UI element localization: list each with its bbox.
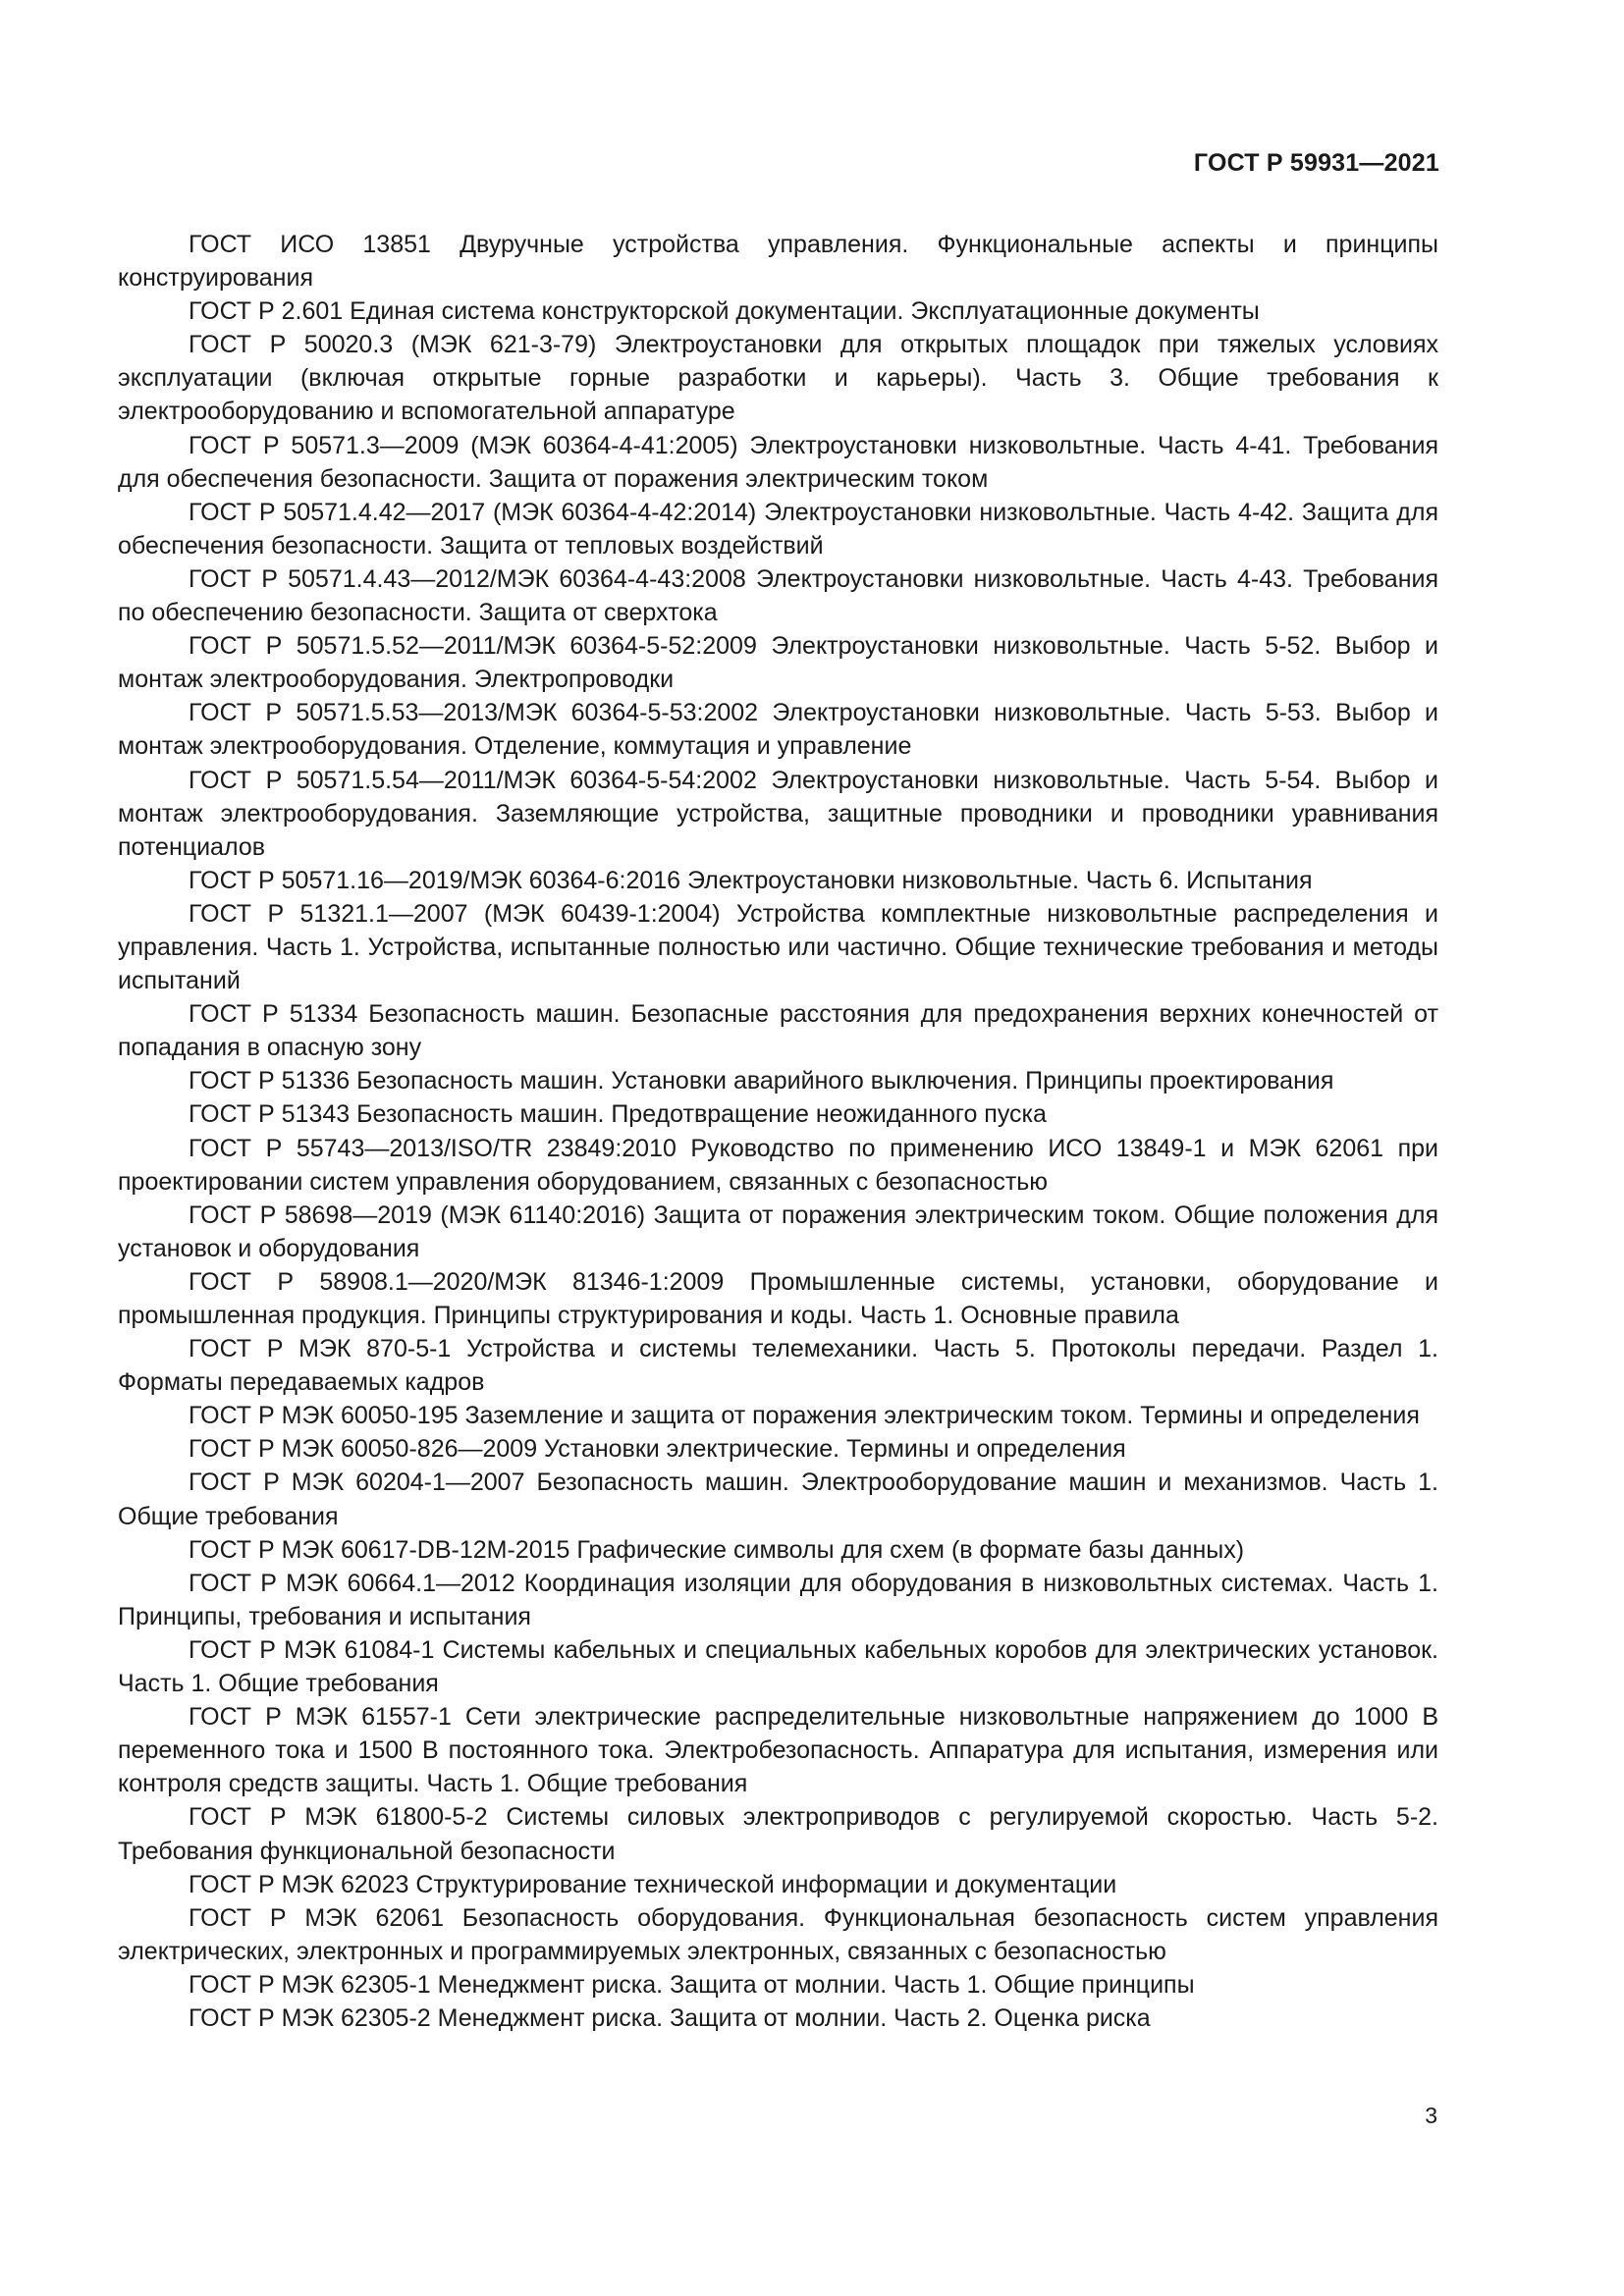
reference-entry: ГОСТ Р 50020.3 (МЭК 621-3-79) Электроустановки для открытых площадок при тяжелых условиях эксплуатации (включая открытые горные разработки и карьеры). Часть 3. Общие требования к электрооборудованию и вспомогательной аппаратуре (118, 331, 1438, 426)
reference-entry: ГОСТ ИСО 13851 Двуручные устройства управления. Функциональные аспекты и принципы конструирования (118, 231, 1438, 293)
reference-entry: ГОСТ Р 50571.4.42—2017 (МЭК 60364-4-42:2014) Электроустановки низковольтные. Часть 4-42. Защита для обеспечения безопасности. Защита от тепловых воздействий (118, 498, 1438, 560)
reference-entry: ГОСТ Р 50571.5.53—2013/МЭК 60364-5-53:2002 Электроустановки низковольтные. Часть 5-53. Выбор и монтаж электрооборудования. Отделение, коммутация и управление (118, 699, 1438, 761)
reference-entry: ГОСТ Р 50571.16—2019/МЭК 60364-6:2016 Электроустановки низковольтные. Часть 6. Испытания (189, 866, 1313, 894)
reference-entry: ГОСТ Р МЭК 61084-1 Системы кабельных и специальных кабельных коробов для электрических установок. Часть 1. Общие требования (118, 1635, 1438, 1698)
reference-entry: ГОСТ Р МЭК 62061 Безопасность оборудования. Функциональная безопасность систем управления электрических, электронных и программируемых электронных, связанных с безопасностью (118, 1903, 1438, 1965)
reference-entry: ГОСТ Р МЭК 60050-826—2009 Установки электрические. Термины и определения (189, 1435, 1126, 1464)
reference-entry: ГОСТ Р 51334 Безопасность машин. Безопасные расстояния для предохранения верхних конечностей от попадания в опасную зону (118, 1000, 1438, 1062)
reference-entry: ГОСТ Р 51343 Безопасность машин. Предотвращение неожиданного пуска (189, 1100, 1047, 1129)
reference-entry: ГОСТ Р 58908.1—2020/МЭК 81346-1:2009 Промышленные системы, установки, оборудование и промышленная продукция. Принципы структурирования и коды. Часть 1. Основные правила (118, 1267, 1438, 1329)
standard-header: ГОСТ Р 59931—2021 (1193, 149, 1439, 177)
reference-entry: ГОСТ Р МЭК 60050-195 Заземление и защита от поражения электрическим током. Термины и определения (189, 1402, 1420, 1430)
reference-entry: ГОСТ Р 50571.4.43—2012/МЭК 60364-4-43:2008 Электроустановки низковольтные. Часть 4-43. Требования по обеспечению безопасности. Защита от сверхтока (118, 564, 1438, 627)
reference-entry: ГОСТ Р МЭК 870-5-1 Устройства и системы телемеханики. Часть 5. Протоколы передачи. Раздел 1. Форматы передаваемых кадров (118, 1335, 1438, 1397)
reference-entry: ГОСТ Р МЭК 61557-1 Сети электрические распределительные низковольтные напряжением до 1000 В переменного тока и 1500 В постоянного тока. Электробезопасность. Аппаратура для испытания, измерения или контроля средств защиты. Часть 1. Общие требования (118, 1703, 1438, 1798)
page-number: 3 (1425, 2103, 1437, 2128)
reference-entry: ГОСТ Р МЭК 60617-DB-12M-2015 Графические символы для схем (в формате базы данных) (189, 1535, 1245, 1564)
reference-entry: ГОСТ Р 50571.3—2009 (МЭК 60364-4-41:2005) Электроустановки низковольтные. Часть 4-41. Требования для обеспечения безопасности. Защита от поражения электрическим током (118, 431, 1438, 493)
reference-entry: ГОСТ Р МЭК 61800-5-2 Системы силовых электроприводов с регулируемой скоростью. Часть 5-2. Требования функциональной безопасности (118, 1803, 1438, 1865)
reference-entry: ГОСТ Р МЭК 62305-1 Менеджмент риска. Защита от молнии. Часть 1. Общие принципы (189, 1970, 1195, 1999)
reference-entry: ГОСТ Р 50571.5.52—2011/МЭК 60364-5-52:2009 Электроустановки низковольтные. Часть 5-52. Выбор и монтаж электрооборудования. Электропроводки (118, 632, 1438, 694)
reference-entry: ГОСТ Р МЭК 62023 Структурирование технической информации и документации (189, 1870, 1117, 1898)
reference-entry: ГОСТ Р 51321.1—2007 (МЭК 60439-1:2004) Устройства комплектные низковольтные распределения и управления. Часть 1. Устройства, испытанные полностью или частично. Общие технические требования и методы испытаний (118, 899, 1438, 995)
reference-entry: ГОСТ Р 58698—2019 (МЭК 61140:2016) Защита от поражения электрическим током. Общие положения для установок и оборудования (118, 1201, 1438, 1262)
reference-entry: ГОСТ Р МЭК 60204-1—2007 Безопасность машин. Электрооборудование машин и механизмов. Часть 1. Общие требования (118, 1468, 1438, 1530)
normative-references-list (118, 228, 1438, 2035)
reference-entry: ГОСТ Р 50571.5.54—2011/МЭК 60364-5-54:2002 Электроустановки низковольтные. Часть 5-54. Выбор и монтаж электрооборудования. Заземляющие устройства, защитные проводники и проводники уравнивания потенциалов (118, 766, 1438, 861)
reference-entry: ГОСТ Р МЭК 60664.1—2012 Координация изоляции для оборудования в низковольтных системах. Часть 1. Принципы, требования и испытания (118, 1569, 1438, 1630)
reference-entry: ГОСТ Р 2.601 Единая система конструкторской документации. Эксплуатационные документы (189, 297, 1260, 326)
reference-entry: ГОСТ Р 51336 Безопасность машин. Установки аварийного выключения. Принципы проектирования (189, 1067, 1334, 1095)
reference-entry: ГОСТ Р 55743—2013/ISO/TR 23849:2010 Руководство по применению ИСО 13849-1 и МЭК 62061 при проектировании систем управления оборудованием, связанных с безопасностью (118, 1134, 1438, 1196)
reference-entry: ГОСТ Р МЭК 62305-2 Менеджмент риска. Защита от молнии. Часть 2. Оценка риска (189, 2003, 1151, 2032)
